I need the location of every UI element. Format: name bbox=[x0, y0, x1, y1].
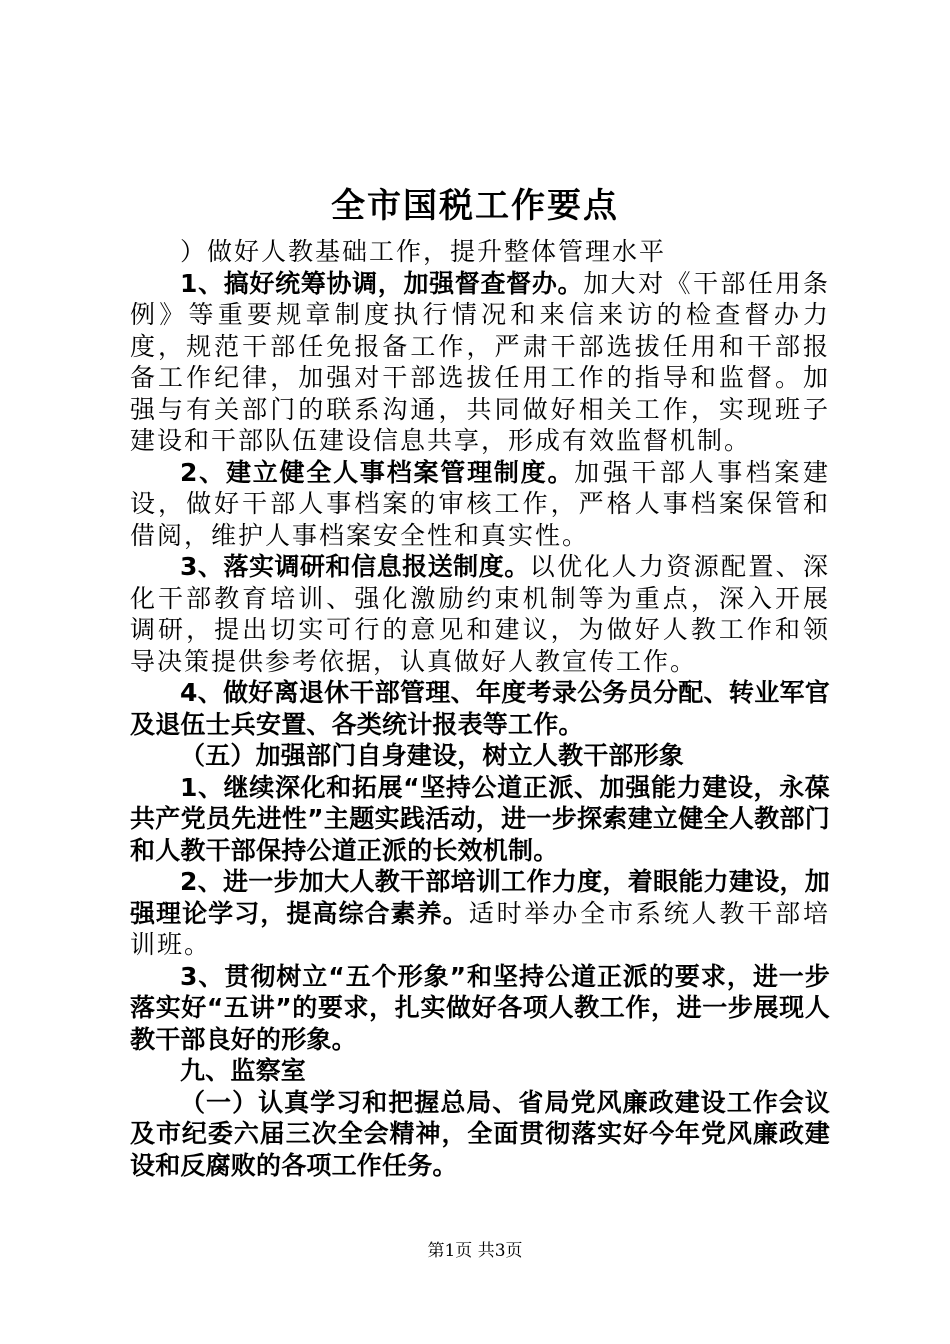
paragraph-lead: （一）认真学习和把握总局、省局党风廉政建设工作会议及市纪委六届三次全会精神，全面贯彻落实好今年党风廉政建设和反腐败的各项工作任务。 bbox=[130, 1087, 830, 1180]
document-title: 全市国税工作要点 bbox=[331, 186, 619, 226]
paragraph-lead: 九、监察室 bbox=[180, 1056, 307, 1085]
paragraph-lead: 3、落实调研和信息报送制度。 bbox=[180, 552, 530, 581]
paragraph-text: ）做好人教基础工作，提升整体管理水平 bbox=[180, 237, 667, 266]
paragraph bbox=[130, 772, 830, 867]
paragraph-lead: 2、建立健全人事档案管理制度。 bbox=[180, 457, 575, 487]
paragraph-text: 以优化人力资源配置、深化干部教育培训、强化激励约束机制等为重点，深入开展调研，提出切实可行的意见和建议，为做好人教工作和领导决策提供参考依据，认真做好人教宣传工作。 bbox=[130, 552, 830, 676]
paragraph bbox=[130, 457, 830, 552]
paragraph-text: 加强干部人事档案建设，做好干部人事档案的审核工作，严格人事档案保管和借阅，维护人事档案安全性和真实性。 bbox=[130, 457, 830, 550]
paragraph-lead: 1、搞好统筹协调，加强督查督办。 bbox=[180, 268, 584, 298]
paragraph-lead: 4、做好离退休干部管理、年度考录公务员分配、转业军官及退伍士兵安置、各类统计报表等工作。 bbox=[130, 678, 830, 739]
section-heading bbox=[130, 1055, 830, 1087]
paragraph bbox=[130, 961, 830, 1056]
paragraph bbox=[130, 268, 830, 457]
paragraph-text: 加大对《干部任用条例》等重要规章制度执行情况和来信来访的检查督办力度，规范干部任免报备工作，严肃干部选拔任用和干部报备工作纪律，加强对干部选拔任用工作的指导和监督。加强与有关部门的联系沟通，共同做好相关工作，实现班子建设和干部队伍建设信息共享，形成有效监督机制。 bbox=[130, 268, 830, 455]
paragraph-lead: 2、进一步加大人教干部培训工作力度，着眼能力建设，加强理论学习，提高综合素养。 bbox=[130, 867, 830, 928]
page-number: 第1页 共3页 bbox=[427, 1241, 523, 1261]
section-heading bbox=[130, 740, 830, 772]
document-body bbox=[130, 236, 830, 1181]
paragraph bbox=[130, 866, 830, 961]
paragraph bbox=[130, 1087, 830, 1182]
paragraph bbox=[130, 236, 830, 268]
paragraph bbox=[130, 551, 830, 677]
paragraph bbox=[130, 677, 830, 740]
paragraph-lead: 1、继续深化和拓展“坚持公道正派、加强能力建设，永葆共产党员先进性”主题实践活动，进一步探索建立健全人教部门和人教干部保持公道正派的长效机制。 bbox=[130, 772, 830, 865]
paragraph-lead: （五）加强部门自身建设，树立人教干部形象 bbox=[180, 741, 685, 770]
paragraph-lead: 3、贯彻树立“五个形象”和坚持公道正派的要求，进一步落实好“五讲”的要求，扎实做好各项人教工作，进一步展现人教干部良好的形象。 bbox=[130, 961, 830, 1054]
paragraph-text: 适时举办全市系统人教干部培训班。 bbox=[130, 898, 830, 959]
